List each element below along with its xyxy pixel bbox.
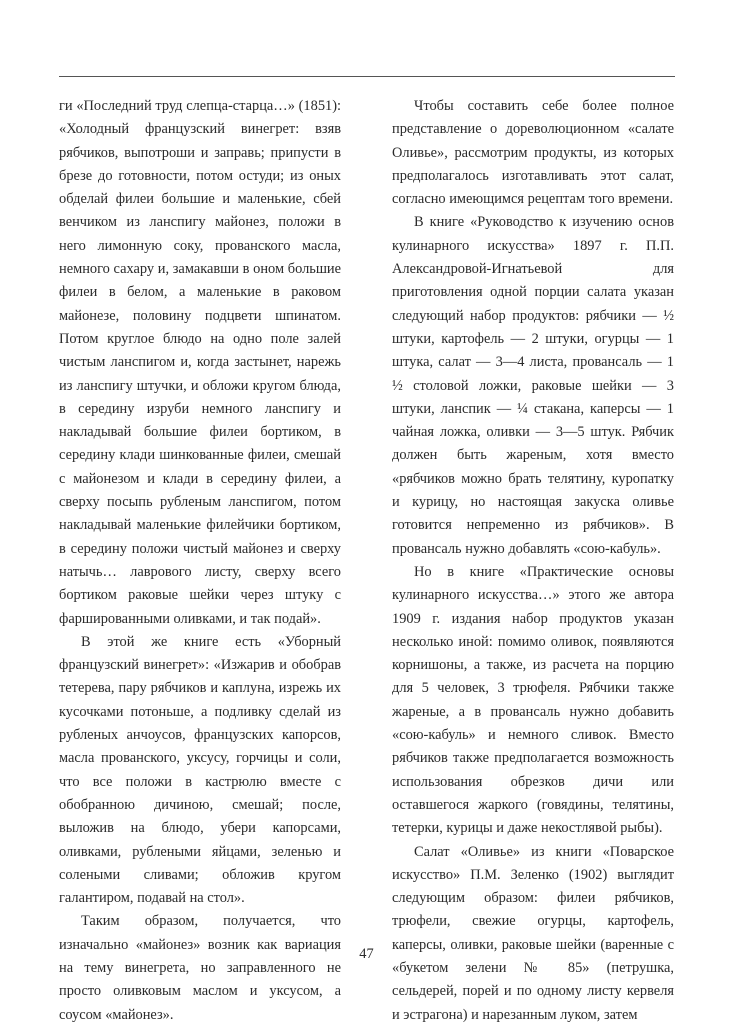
header-rule — [59, 76, 675, 77]
left-column — [59, 95, 341, 1027]
paragraph-continued: ги «Последний труд слепца-старца…» (1851): «Холодный французский винегрет: взяв рябчиков, выпотроши и заправь; припусти в брезе до готовности, потом остуди; из оных обделай филеи большие и маленькие, сбей венчиком из ланспигу майонез, положи в него лимонную соку, прованского масла, немного сахару и, замакавши в оном большие филеи в белом, а маленькие в раковом майонезе, половину подцвети шпинатом. Потом круглое блюдо на одно поле залей чистым ланспигом и, когда застынет, нарежь из ланспигу штучки, и обложи кругом блюда, в середину изруби немного ланспигу и накладывай большие филеи бортиком, в середину клади шинкованные филеи, смешай с майонезом и клади в середину филеи, а сверху посыпь рубленым ланспигом, потом накладывай маленькие филейчики бортиком, в середину положи чистый майонез и сверху натычь… лаврового листу, сверху всего бортиком раковые шейки через штуку с фаршированными оливками, и так подай». — [59, 98, 341, 627]
paragraph: Салат «Оливье» из книги «Поварское искусство» П.М. Зеленко (1902) выглядит следующим образом: филеи рябчиков, трюфели, свежие огурцы, картофель, каперсы, оливки, раковые шейки (варенные с «букетом зелени № 85» (петрушка, сельдерей, порей и по одному листу кервеля и эстрагона) и нарезанным луком, затем — [392, 843, 674, 1023]
paragraph: В этой же книге есть «Уборный французский винегрет»: «Изжарив и обобрав тетерева, пару рябчиков и каплуна, изрежь их кусочками потоньше, а подливку сделай из рубленых анчоусов, французских капорсов, масла прованского, уксусу, горчицы и соли, что все положи в кастрюлю вместе с обобранною дичиною, смешай; после, выложив на блюдо, убери капорсами, оливками, рублеными яйцами, зеленью и солеными сливами; обложив кругом галантиром, подавай на стол». — [59, 633, 341, 907]
paragraph: Таким образом, получается, что изначально «майонез» возник как вариация на тему винегрета, но заправленного не просто оливковым маслом и уксусом, а соусом «майонез». — [59, 913, 341, 1023]
page-number: 47 — [359, 946, 374, 962]
paragraph: В книге «Руководство к изучению основ кулинарного искусства» 1897 г. П.П. Александровой-Игнатьевой для приготовления одной порции салата указан следующий набор продуктов: рябчики — ½ штуки, картофель — 2 штуки, огурцы — 1 штука, салат — 3—4 листа, провансаль — 1 ½ столовой ложки, раковые шейки — 3 штуки, ланспик — ¼ стакана, каперсы — 1 чайная ложка, оливки — 3—5 штук. Рябчик должен быть жареным, хотя вместо «рябчиков можно брать телятину, куропатку и курицу, но настоящая закуска оливье готовится непременно из рябчиков». В провансаль нужно добавлять «сою-кабуль». — [392, 214, 674, 557]
paragraph: Но в книге «Практические основы кулинарного искусства…» этого же автора 1909 г. издания набор продуктов указан несколько иной: помимо оливок, появляются корнишоны, а также, из расчета на порцию для 5 человек, 3 трюфеля. Рябчики также жареные, а в провансаль нужно добавить «сою-кабуль» и немного сливок. Вместо рябчиков также предполагается возможность использования обрезков дичи или оставшегося жаркого (говядины, телятины, тетерки, курицы и даже некостлявой рыбы). — [392, 563, 674, 837]
paragraph: Чтобы составить себе более полное представление о дореволюционном «салате Оливье», рассмотрим продукты, из которых предполагалось изготавливать этот салат, согласно имеющимся рецептам того времени. — [392, 98, 674, 208]
right-column — [392, 95, 674, 1027]
